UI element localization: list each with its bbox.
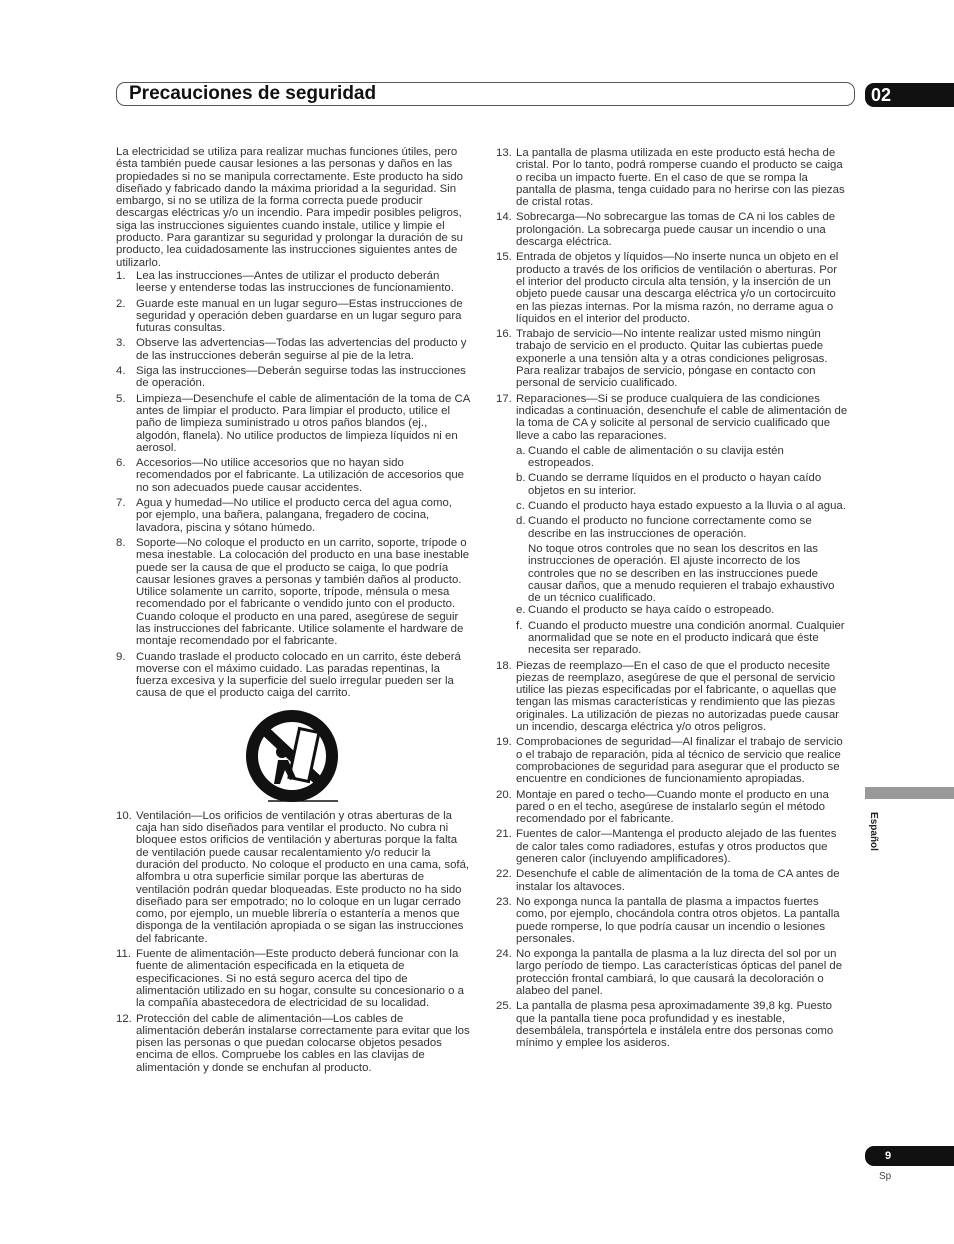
list-item: 22. Desenchufe el cable de alimentación de la toma de CA antes de instalar los altavoces. (496, 868, 840, 893)
list-item: 4. Siga las instrucciones—Deberán seguirse todas las instrucciones de operación. (116, 365, 466, 390)
list-item: 7. Agua y humedad—No utilice el producto cerca del agua como, por ejemplo, una bañera, palangana, fregadero de cocina, lavadora, piscina y sótano húmedo. (116, 497, 452, 534)
cart-warning-icon (238, 708, 346, 806)
sub-item: f. Cuando el producto muestre una condición anormal. Cualquier anormalidad que se note en el producto indicará que éste necesita ser reparado. (516, 619, 845, 657)
page-language-code: Sp (879, 1171, 892, 1182)
list-item: 16. Trabajo de servicio—No intente realizar usted mismo ningún trabajo de servicio en el producto. Quitar las cubiertas puede exponerle a una tensión alta y a otras condiciones peligrosas. Para realizar trabajos de servicio, póngase en contacto con personal de servicio cualificado. (496, 328, 828, 390)
page-title: Precauciones de seguridad (129, 83, 377, 104)
list-item: 11. Fuente de alimentación—Este producto deberá funcionar con la fuente de alimentación especificada en la etiqueta de especificaciones. Si no está seguro acerca del tipo de alimentación utilizado en su hogar, consulte su concesionario o a la compañía abastecedora de electricidad de su localidad. (116, 948, 465, 1010)
list-item: 9. Cuando traslade el producto colocado en un carrito, éste deberá moverse con el máximo cuidado. Las paradas repentinas, la fuerza excesiva y la superficie del suelo irregular pueden ser la causa de que el producto caiga del carrito. (116, 650, 461, 700)
title-bar (116, 82, 855, 106)
left-column (116, 146, 470, 1077)
page-number: 9 (865, 1146, 954, 1166)
sub-item: a. Cuando el cable de alimentación o su clavija estén estropeados. (516, 444, 784, 470)
list-item: 18. Piezas de reemplazo—En el caso de que el producto necesite piezas de reemplazo, asegúrese de que el personal de servicio utilice las piezas especificadas por el fabricante, o aquellas que tengan las mismas características y rendimiento que las piezas originales. La utilización de piezas no autorizadas puede causar un incendio, descarga eléctrica y/o otros peligros. (496, 659, 839, 734)
list-item: 2. Guarde este manual en un lugar seguro—Estas instrucciones de seguridad y operación deben guardarse en un lugar seguro para futuras consultas. (116, 297, 463, 335)
list-item: 6. Accesorios—No utilice accesorios que no hayan sido recomendados por el fabricante. La utilización de accesorios que no son adecuados puede causar accidentes. (116, 457, 464, 494)
list-item: 1. Lea las instrucciones—Antes de utilizar el producto deberán leerse y entenderse todas las instrucciones de funcionamiento. (116, 269, 454, 295)
list-item: 10. Ventilación—Los orificios de ventilación y otras aberturas de la caja han sido diseñados para ventilar el producto. No cubra ni bloquee estos orificios de ventilación y aberturas porque la falta de ventilación puede causar recalentamiento y/o reducir la duración del producto. No coloque el producto en una cama, sofá, alfombra u otra superficie similar porque las aberturas de ventilación podrán quedar bloqueadas. Este producto no ha sido diseñado para ser empotrado; no lo coloque en un lugar cerrado como, por ejemplo, un mueble librería o estantería a menos que disponga de la ventilación apropiada o se sigan las instrucciones del fabricante. (116, 809, 470, 945)
list-item: 5. Limpieza—Desenchufe el cable de alimentación de la toma de CA antes de limpiar el producto. Para limpiar el producto, utilice el paño de limpieza suministrado u otros paños blandos (ej., algodón, flanela). No utilice productos de limpieza líquidos ni en aerosol. (116, 392, 470, 454)
list-item: 23. No exponga nunca la pantalla de plasma a impactos fuertes como, por ejemplo, chocándola contra otros objetos. La pantalla puede romperse, lo que podría causar un incendio o lesiones personales. (496, 895, 840, 945)
list-item: 3. Observe las advertencias—Todas las advertencias del producto y de las instrucciones deberán seguirse al pie de la letra. (116, 337, 467, 362)
list-item: 19. Comprobaciones de seguridad—Al finalizar el trabajo de servicio o el trabajo de reparación, pida al técnico de servicio que realice comprobaciones de seguridad para asegurar que el producto se encuentre en condiciones de funcionamiento apropiadas. (496, 736, 843, 786)
list-item: 14. Sobrecarga—No sobrecargue las tomas de CA ni los cables de prolongación. La sobrecarga puede causar un incendio o una descarga eléctrica. (496, 211, 836, 249)
right-column (496, 146, 848, 1052)
list-item: 12. Protección del cable de alimentación—Los cables de alimentación deberán instalarse correctamente para evitar que los pisen las personas o que puedan colocarse objetos pesados encima de ellos. Compruebe los cables en las clavijas de alimentación y donde se enchufan al producto. (116, 1012, 470, 1074)
language-tab (865, 787, 954, 799)
sub-item-note: No toque otros controles que no sean los descritos en las instrucciones de operación. El ajuste incorrecto de los controles que no se describen en las instrucciones puede causar daños, que a menudo requieren el trabajo exhaustivo de un técnico cualificado. (528, 542, 835, 605)
sub-item: e. Cuando el producto se haya caído o estropeado. (516, 604, 775, 617)
list-item: 21. Fuentes de calor—Mantenga el producto alejado de las fuentes de calor tales como radiadores, estufas y otros productos que generen calor (incluyendo amplificadores). (496, 828, 837, 866)
list-item: 17. Reparaciones—Si se produce cualquiera de las condiciones indicadas a continuación, desenchufe el cable de alimentación de la toma de CA y solicite al personal de servicio cualificado que lleve a cabo las reparaciones. (496, 392, 848, 442)
list-item: 8. Soporte—No coloque el producto en un carrito, soporte, trípode o mesa inestable. La colocación del producto en una base inestable puede ser la causa de que el producto se caiga, lo que podría causar lesiones graves a personas y también daños al producto. Utilice solamente un carrito, soporte, trípode, ménsula o mesa recomendado por el fabricante o vendido junto con el producto. Cuando coloque el producto en una pared, asegúrese de seguir las instrucciones del fabricante. Utilice solamente el hardware de montaje recomendado por el fabricante. (116, 536, 470, 648)
list-item: 15. Entrada de objetos y líquidos—No inserte nunca un objeto en el producto a través de los orificios de ventilación o aberturas. Por el interior del producto circula alta tensión, y la inserción de un objeto puede causar una descarga eléctrica y/o un cortocircuito en las piezas internas. Por la misma razón, no derrame agua o líquidos en el interior del producto. (496, 251, 839, 325)
sub-item: b. Cuando se derrame líquidos en el producto o hayan caído objetos en su interior. (516, 472, 822, 497)
list-item: 25. La pantalla de plasma pesa aproximadamente 39,8 kg. Puesto que la pantalla tiene poca profundidad y es inestable, desembálela, transpórtela e instálela entre dos personas como mínimo y emplee los asideros. (496, 1000, 834, 1050)
chapter-badge: 02 (865, 83, 954, 107)
language-label: Español (867, 812, 879, 851)
sub-item: c. Cuando el producto haya estado expuesto a la lluvia o al agua. (516, 500, 846, 513)
list-item: 20. Montaje en pared o techo—Cuando monte el producto en una pared o en el techo, asegúrese de instalarlo según el método recomendado por el fabricante. (496, 788, 829, 826)
sub-item: d. Cuando el producto no funcione correctamente como se describe en las instrucciones de operación. (516, 515, 812, 540)
list-item: 13. La pantalla de plasma utilizada en este producto está hecha de cristal. Por lo tanto, podrá romperse cuando el producto se caiga o reciba un impacto fuerte. En el caso de que se rompa la pantalla de plasma, tenga cuidado para no herirse con las piezas de cristal rotas. (496, 147, 845, 209)
intro-paragraph: La electricidad se utiliza para realizar muchas funciones útiles, pero ésta también puede causar lesiones a las personas y daños en las propiedades si no se manipula correctamente. Este producto ha sido diseñado y fabricado dando la máxima prioridad a la seguridad. Sin embargo, si no se utiliza de la forma correcta puede producir descargas eléctricas y/o un incendio. Para impedir posibles peligros, siga las instrucciones siguientes cuando instale, utilice y limpie el producto. Para garantizar su seguridad y prolongar la duración de su producto, lea cuidadosamente las instrucciones siguientes antes de utilizarlo. (116, 146, 463, 269)
list-item: 24. No exponga la pantalla de plasma a la luz directa del sol por un largo período de tiempo. Las características ópticas del panel de protección frontal cambiará, lo que causará la decoloración o alabeo del panel. (496, 948, 843, 997)
